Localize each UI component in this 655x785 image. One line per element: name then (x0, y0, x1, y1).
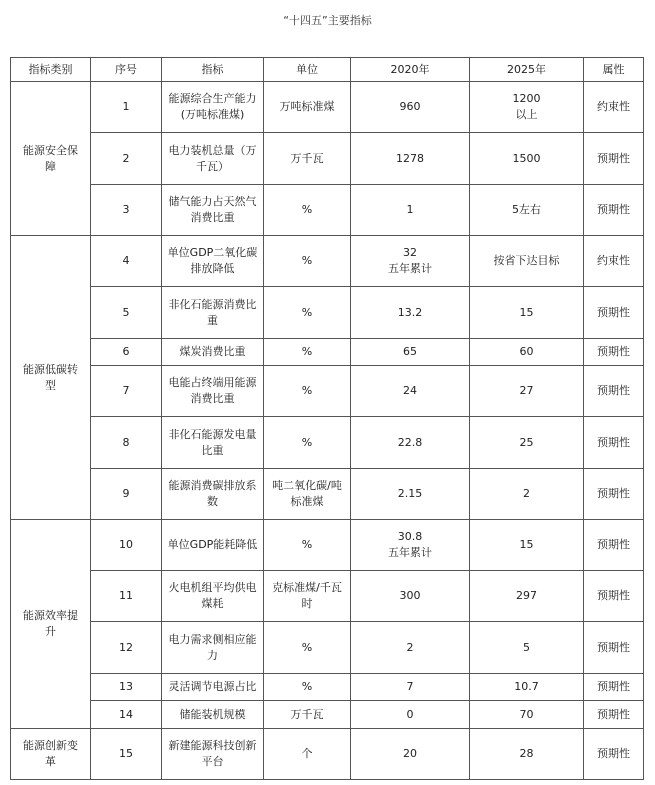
value-2025-cell-line: 15 (519, 305, 534, 319)
indicator-cell-line: 煤耗 (201, 597, 224, 610)
number-cell-line: 12 (119, 640, 133, 654)
value-2020-cell-line: 20 (403, 747, 417, 760)
attribute-cell-line: 预期性 (597, 305, 630, 319)
category-cell-line: 能源低碳转 (23, 362, 78, 376)
indicator-cell-line: 千瓦） (196, 159, 229, 173)
number-cell (91, 674, 162, 701)
attribute-cell (584, 520, 644, 571)
unit-cell (264, 417, 351, 469)
indicator-cell (162, 366, 264, 417)
attribute-cell (584, 236, 644, 287)
unit-cell-line: % (301, 640, 313, 654)
number-cell-line: 8 (122, 435, 130, 449)
indicator-cell (162, 674, 264, 701)
value-2020-cell-line: 2.15 (397, 487, 423, 500)
unit-cell-line: % (301, 254, 313, 267)
table-row (11, 133, 644, 185)
number-cell-line: 6 (122, 345, 130, 358)
indicator-cell (162, 571, 264, 622)
value-2020-cell (351, 674, 470, 701)
number-cell-line: 11 (119, 589, 133, 602)
unit-cell-line: % (301, 305, 313, 319)
value-2020-cell-line: 300 (399, 589, 421, 602)
value-2020-cell-line: 7 (406, 680, 414, 693)
category-cell-line: 革 (45, 755, 56, 768)
indicator-cell-line: 储能装机规模 (179, 707, 246, 721)
value-2020-cell-line: 1278 (396, 151, 424, 165)
value-2025-cell-line: 按省下达目标 (493, 254, 560, 267)
category-cell (11, 729, 91, 780)
attribute-cell (584, 417, 644, 469)
unit-cell-line: % (301, 435, 313, 449)
category-cell (11, 520, 91, 729)
unit-cell-line: % (301, 203, 313, 216)
value-2025-cell-line: 1200 (512, 92, 541, 105)
attribute-cell (584, 729, 644, 780)
unit-cell (264, 339, 351, 366)
category-cell-line: 能源安全保 (23, 143, 78, 157)
category-cell-line: 型 (45, 378, 56, 392)
value-2025-cell-line: 27 (519, 384, 534, 397)
table-row (11, 339, 644, 366)
unit-cell (264, 729, 351, 780)
value-2025-cell (470, 417, 584, 469)
indicator-cell-line: 电力需求侧相应能 (168, 632, 257, 646)
number-cell-line: 5 (122, 305, 130, 319)
attribute-cell-line: 预期性 (597, 345, 630, 358)
value-2020-cell (351, 701, 470, 729)
number-cell (91, 417, 162, 469)
value-2025-cell-line: 以上 (515, 108, 538, 121)
category-cell-line: 升 (45, 625, 56, 638)
attribute-cell (584, 469, 644, 520)
indicator-cell (162, 520, 264, 571)
attribute-cell-line: 预期性 (597, 680, 630, 693)
page-title: “十四五”主要指标 (283, 14, 372, 27)
unit-cell-line: % (301, 680, 313, 693)
value-2025-cell (470, 622, 584, 674)
indicator-cell (162, 82, 264, 133)
value-2020-cell (351, 339, 470, 366)
value-2025-cell-line: 5 (523, 640, 530, 654)
header-2025: 2025年 (470, 58, 584, 82)
number-cell-line: 4 (122, 254, 130, 267)
indicator-cell-line: 非化石能源发电量 (168, 427, 257, 441)
attribute-cell (584, 82, 644, 133)
header-number: 序号 (91, 58, 162, 82)
indicator-cell-line: (万吨标准煤) (180, 108, 245, 121)
value-2020-cell-line: 30.8 (397, 530, 423, 543)
attribute-cell-line: 预期性 (597, 589, 630, 602)
value-2025-cell-line: 10.7 (514, 680, 539, 693)
value-2020-cell (351, 622, 470, 674)
number-cell (91, 339, 162, 366)
indicator-cell (162, 729, 264, 780)
value-2020-cell-line: 65 (403, 345, 417, 358)
value-2025-cell-line: 1500 (512, 151, 541, 165)
value-2020-cell (351, 366, 470, 417)
unit-cell-line: % (301, 538, 313, 551)
table-row (11, 287, 644, 339)
number-cell (91, 469, 162, 520)
attribute-cell-line: 约束性 (597, 254, 630, 267)
number-cell (91, 82, 162, 133)
table-row (11, 571, 644, 622)
unit-cell (264, 469, 351, 520)
attribute-cell-line: 预期性 (597, 747, 630, 760)
attribute-cell (584, 339, 644, 366)
number-cell (91, 571, 162, 622)
value-2025-cell (470, 366, 584, 417)
table-row (11, 82, 644, 133)
unit-cell-line: 克标准煤/千瓦 (272, 581, 342, 594)
unit-cell-line: % (301, 384, 313, 397)
table-row (11, 236, 644, 287)
attribute-cell (584, 133, 644, 185)
header-category: 指标类别 (11, 58, 91, 82)
value-2025-cell-line: 2 (523, 487, 530, 500)
value-2020-cell (351, 82, 470, 133)
value-2025-cell-line: 5左右 (512, 203, 541, 216)
value-2025-cell-line: 25 (519, 435, 534, 449)
table-row (11, 417, 644, 469)
unit-cell (264, 520, 351, 571)
table-row (11, 729, 644, 780)
indicator-cell (162, 133, 264, 185)
value-2020-cell-line: 22.8 (397, 435, 423, 449)
value-2020-cell-line: 1 (406, 203, 414, 216)
number-cell (91, 133, 162, 185)
value-2020-cell (351, 571, 470, 622)
value-2020-cell-line: 24 (403, 384, 417, 397)
attribute-cell (584, 622, 644, 674)
attribute-cell-line: 预期性 (597, 203, 630, 216)
attribute-cell-line: 预期性 (597, 538, 630, 551)
unit-cell (264, 236, 351, 287)
unit-cell (264, 133, 351, 185)
indicator-cell-line: 储气能力占天然气 (168, 195, 257, 208)
value-2025-cell-line: 60 (519, 345, 534, 358)
unit-cell-line: 万千瓦 (290, 707, 324, 721)
category-cell-line: 能源创新变 (23, 739, 78, 752)
indicator-cell (162, 236, 264, 287)
table-row (11, 674, 644, 701)
number-cell (91, 701, 162, 729)
number-cell-line: 9 (122, 487, 130, 500)
indicator-cell-line: 重 (207, 313, 218, 327)
indicator-cell (162, 701, 264, 729)
unit-cell (264, 674, 351, 701)
number-cell-line: 3 (122, 203, 130, 216)
value-2020-cell-line: 32 (403, 246, 417, 259)
indicator-cell-line: 单位GDP二氧化碳 (167, 246, 258, 259)
value-2025-cell (470, 133, 584, 185)
value-2025-cell (470, 236, 584, 287)
header-unit: 单位 (264, 58, 351, 82)
value-2020-cell (351, 185, 470, 236)
unit-cell-line: 个 (301, 747, 313, 760)
attribute-cell-line: 预期性 (597, 384, 630, 397)
table-row (11, 520, 644, 571)
table-row (11, 622, 644, 674)
indicator-cell-line: 灵活调节电源占比 (168, 680, 257, 693)
attribute-cell (584, 185, 644, 236)
number-cell-line: 10 (119, 538, 133, 551)
indicator-cell-line: 非化石能源消费比 (168, 297, 257, 311)
unit-cell-line: 时 (301, 597, 313, 610)
attribute-cell (584, 701, 644, 729)
attribute-cell-line: 约束性 (597, 100, 630, 113)
indicator-cell-line: 消费比重 (190, 392, 235, 405)
attribute-cell (584, 287, 644, 339)
category-cell-line: 能源效率提 (23, 609, 78, 622)
value-2020-cell (351, 729, 470, 780)
value-2025-cell-line: 70 (519, 707, 534, 721)
value-2020-cell (351, 520, 470, 571)
indicator-cell-line: 比重 (201, 443, 224, 457)
indicator-cell-line: 火电机组平均供电 (168, 581, 257, 594)
unit-cell (264, 701, 351, 729)
unit-cell (264, 622, 351, 674)
unit-cell-line: 吨二氧化碳/吨 (272, 479, 342, 492)
number-cell-line: 7 (122, 384, 130, 397)
value-2025-cell (470, 674, 584, 701)
indicator-cell-line: 电能占终端用能源 (168, 376, 257, 389)
number-cell (91, 729, 162, 780)
value-2020-cell (351, 469, 470, 520)
unit-cell-line: 万吨标准煤 (279, 100, 335, 113)
unit-cell (264, 571, 351, 622)
value-2025-cell-line: 28 (519, 747, 534, 760)
number-cell (91, 185, 162, 236)
value-2020-cell-line: 13.2 (397, 305, 423, 319)
value-2025-cell (470, 185, 584, 236)
number-cell-line: 15 (119, 747, 133, 760)
table-row (11, 185, 644, 236)
indicator-cell (162, 622, 264, 674)
indicator-cell-line: 煤炭消费比重 (179, 345, 246, 358)
number-cell-line: 14 (119, 707, 133, 721)
attribute-cell-line: 预期性 (597, 640, 630, 654)
number-cell (91, 287, 162, 339)
number-cell (91, 520, 162, 571)
value-2025-cell (470, 571, 584, 622)
value-2020-cell (351, 417, 470, 469)
indicator-cell-line: 数 (207, 495, 218, 508)
header-row (11, 58, 644, 82)
indicator-cell-line: 力 (207, 648, 218, 662)
value-2020-cell-line: 五年累计 (388, 546, 432, 559)
attribute-cell (584, 674, 644, 701)
value-2025-cell-line: 297 (516, 589, 537, 602)
value-2020-cell (351, 287, 470, 339)
value-2020-cell-line: 2 (406, 640, 414, 654)
attribute-cell (584, 571, 644, 622)
indicator-cell-line: 排放降低 (190, 262, 235, 275)
unit-cell (264, 82, 351, 133)
value-2020-cell-line: 960 (399, 100, 421, 113)
value-2025-cell (470, 701, 584, 729)
value-2025-cell-line: 15 (519, 538, 534, 551)
number-cell-line: 1 (122, 100, 130, 113)
value-2025-cell (470, 287, 584, 339)
table-row (11, 701, 644, 729)
unit-cell-line: % (301, 345, 313, 358)
indicator-cell-line: 能源消费碳排放系 (168, 479, 257, 492)
category-cell-line: 障 (45, 159, 56, 173)
indicators-table (10, 57, 644, 780)
value-2020-cell-line: 0 (406, 707, 414, 721)
unit-cell (264, 185, 351, 236)
number-cell (91, 236, 162, 287)
value-2025-cell (470, 520, 584, 571)
number-cell (91, 622, 162, 674)
table-body (11, 82, 644, 780)
value-2020-cell-line: 五年累计 (388, 262, 432, 275)
header-indicator: 指标 (162, 58, 264, 82)
value-2025-cell (470, 82, 584, 133)
attribute-cell-line: 预期性 (597, 435, 630, 449)
table-row (11, 469, 644, 520)
value-2020-cell (351, 236, 470, 287)
value-2025-cell (470, 729, 584, 780)
table-row (11, 366, 644, 417)
unit-cell-line: 万千瓦 (290, 151, 324, 165)
indicator-cell (162, 417, 264, 469)
header-2020: 2020年 (351, 58, 470, 82)
unit-cell-line: 标准煤 (290, 495, 324, 508)
attribute-cell-line: 预期性 (597, 707, 630, 721)
category-cell (11, 82, 91, 236)
attribute-cell (584, 366, 644, 417)
indicator-cell-line: 平台 (201, 755, 224, 768)
indicator-cell (162, 185, 264, 236)
indicator-cell-line: 单位GDP能耗降低 (167, 538, 258, 551)
indicator-cell (162, 469, 264, 520)
value-2020-cell (351, 133, 470, 185)
number-cell (91, 366, 162, 417)
category-cell (11, 236, 91, 520)
indicator-cell-line: 消费比重 (190, 211, 235, 224)
number-cell-line: 13 (119, 680, 133, 693)
attribute-cell-line: 预期性 (597, 151, 630, 165)
indicator-cell (162, 339, 264, 366)
indicator-cell-line: 能源综合生产能力 (168, 92, 257, 105)
number-cell-line: 2 (122, 151, 130, 165)
indicator-cell (162, 287, 264, 339)
unit-cell (264, 287, 351, 339)
value-2025-cell (470, 469, 584, 520)
attribute-cell-line: 预期性 (597, 487, 630, 500)
header-attribute: 属性 (584, 58, 644, 82)
indicator-cell-line: 新建能源科技创新 (168, 739, 257, 752)
value-2025-cell (470, 339, 584, 366)
indicator-cell-line: 电力装机总量（万 (168, 143, 257, 157)
unit-cell (264, 366, 351, 417)
